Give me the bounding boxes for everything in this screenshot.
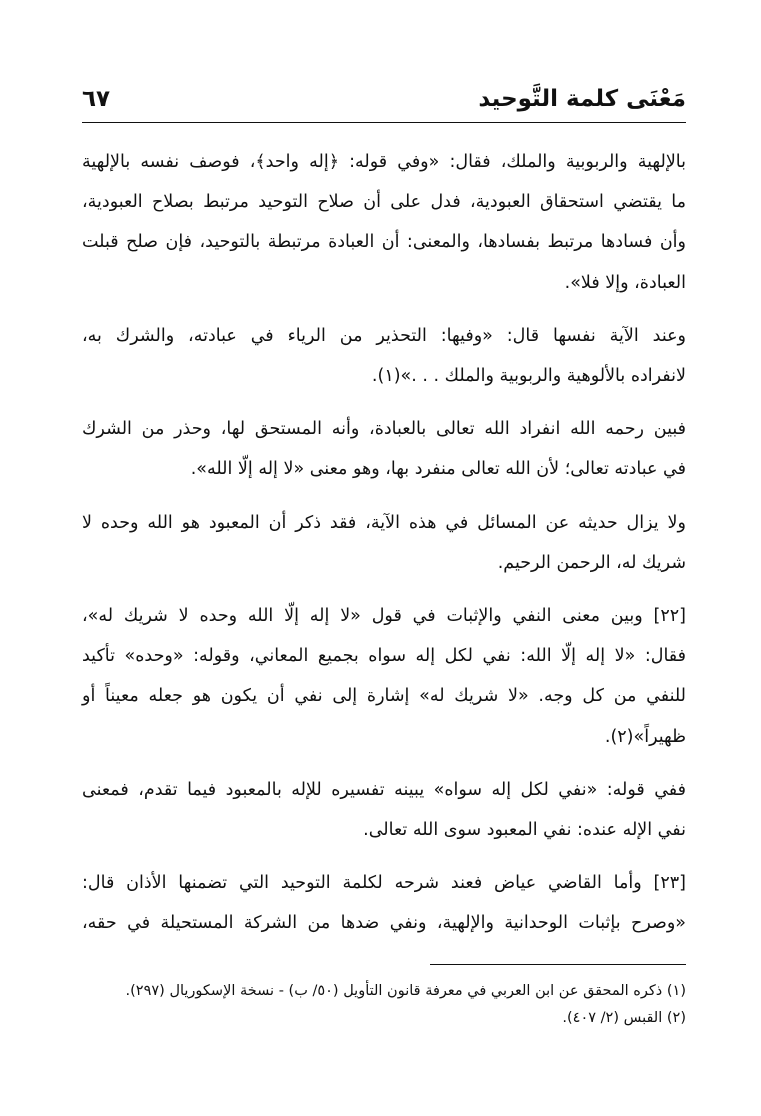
text-line: ظهيراً»(٢). [604,726,686,747]
paragraph-1 [82,142,686,303]
text-line: فقال: «لا إله إلّا الله: نفي لكل إله سواه بجميع المعاني، وقوله: «وحده» تأكيد [82,646,686,667]
text-line: [٢٢] وبين معنى النفي والإثبات في قول «لا إله إلّا الله وحده لا شريك له»، [82,606,686,627]
text-line: ففي قوله: «نفي لكل إله سواه» يبينه تفسيره للإله بالمعبود فيما تقدم، فمعنى [82,779,686,800]
running-header [82,72,686,112]
paragraph-4 [82,503,686,583]
text-line: بالإلهية والربوبية والملك، فقال: «وفي قوله: ﴿إله واحد﴾، فوصف نفسه بالإلهية [82,152,686,172]
paragraph-3 [82,409,686,489]
header-rule [82,122,686,123]
page-number: ٦٧ [82,86,111,112]
text-line: نفي الإله عنده: نفي المعبود سوى الله تعالى. [363,820,686,841]
text-line: شريك له، الرحمن الرحيم. [497,552,686,573]
text-line: وعند الآية نفسها قال: «وفيها: التحذير من الرياء في عبادته، والشرك به، [82,325,686,346]
text-line: وأن فسادها مرتبط بفسادها، والمعنى: أن العبادة مرتبطة بالتوحيد، فإن صلح قبلت [82,232,686,253]
text-line: العبادة، وإلا فلا». [564,272,686,293]
footnote-rule [430,964,686,965]
paragraph-5 [82,596,686,757]
text-line: ولا يزال حديثه عن المسائل في هذه الآية، فقد ذكر أن المعبود هو الله وحده لا [82,512,686,533]
text-line: لانفراده بالألوهية والربوبية والملك . . .»(١). [371,366,686,387]
paragraph-6 [82,770,686,850]
running-title: مَعْنَى كلمة التَّوحيد [478,86,686,112]
text-line: «وصرح بإثبات الوحدانية والإلهية، ونفي ضدها من الشركة المستحيلة في حقه، [82,913,686,934]
main-text [82,142,686,957]
text-line: ما يقتضي استحقاق العبودية، فدل على أن صلاح التوحيد مرتبط بصلاح العبودية، [82,192,686,213]
text-line: فبين رحمه الله انفراد الله تعالى بالعبادة، وأنه المستحق لها، وحذر من الشرك [82,419,686,440]
footnote-2: (٢) القبس (٢/ ٤٠٧). [562,1010,686,1026]
footnotes [82,978,686,1032]
footnote-1: (١) ذكره المحقق عن ابن العربي في معرفة قانون التأويل (٥٠/ ب) - نسخة الإسكوريال (٢٩٧). [125,983,686,999]
paragraph-2 [82,316,686,396]
text-line: في عبادته تعالى؛ لأن الله تعالى منفرد بها، وهو معنى «لا إله إلّا الله». [190,459,686,480]
text-line: للنفي من كل وجه. «لا شريك له» إشارة إلى نفي أن يكون هو جعله معيناً أو [82,686,686,707]
paragraph-7 [82,863,686,943]
text-line: [٢٣] وأما القاضي عياض فعند شرحه لكلمة التوحيد التي تضمنها الأذان قال: [82,873,686,894]
